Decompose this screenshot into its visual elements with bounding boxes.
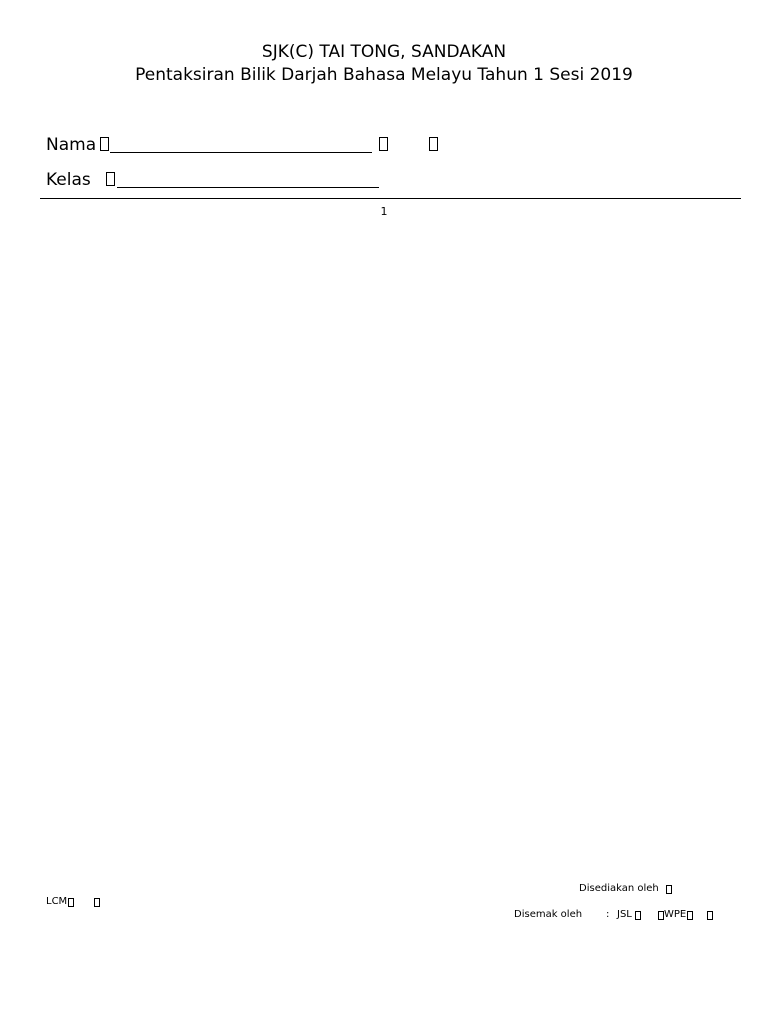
lcm-label: LCM xyxy=(46,896,68,907)
missing-glyph-box xyxy=(687,911,693,920)
class-label: Kelas xyxy=(46,170,91,190)
missing-glyph-box xyxy=(379,137,388,151)
missing-glyph-box xyxy=(707,911,713,920)
jsl-label: JSL xyxy=(617,909,632,920)
missing-glyph-box xyxy=(429,137,438,151)
page-number: 1 xyxy=(380,205,388,218)
missing-glyph-box xyxy=(635,911,641,920)
missing-glyph-box xyxy=(100,137,109,151)
school-title: SJK(C) TAI TONG, SANDAKAN xyxy=(261,42,507,62)
assessment-title: Pentaksiran Bilik Darjah Bahasa Melayu Tahun 1 Sesi 2019 xyxy=(135,65,633,85)
name-blank-line xyxy=(110,152,372,153)
missing-glyph-box xyxy=(68,898,74,907)
name-label: Nama xyxy=(46,135,97,155)
class-blank-line xyxy=(117,187,379,188)
missing-glyph-box xyxy=(106,172,115,186)
header-divider xyxy=(40,198,741,199)
prepared-by-label: Disediakan oleh xyxy=(579,883,659,894)
checked-by-colon: : xyxy=(606,909,610,920)
missing-glyph-box xyxy=(94,898,100,907)
checked-by-label: Disemak oleh xyxy=(514,909,583,920)
missing-glyph-box xyxy=(666,885,672,894)
wpe-label: WPE xyxy=(664,909,687,920)
